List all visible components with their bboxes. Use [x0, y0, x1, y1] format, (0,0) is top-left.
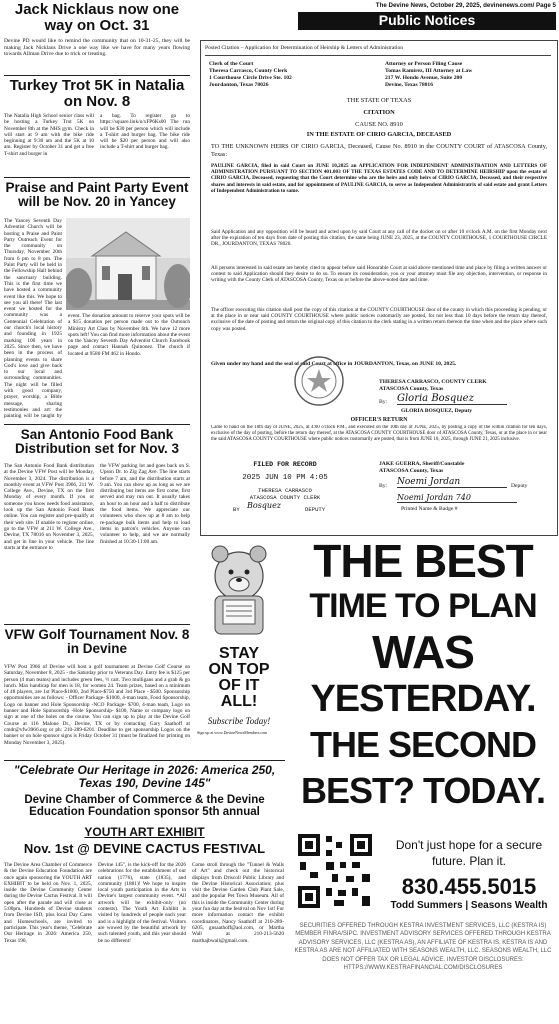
ad-line-5: THE SECOND — [309, 724, 537, 765]
stamp-date: 2025 JUN 10 PM 4:05 — [242, 474, 328, 482]
clerk-line-3: 1 Courthouse Circle Drive Ste. 102 — [209, 75, 292, 81]
officer-return-title: OFFICER'S RETURN — [350, 417, 408, 423]
divider — [4, 177, 190, 178]
attorney-line-3: 217 W. Hondo Avenue, Suite 200 — [385, 75, 463, 81]
officer-return-text: Came to hand on the 10th day of JUNE, 2025, at 4:00 o'clock P.M., and executed on the 10th day of JUNE, 2025, by posting a copy of the within citation for ten days, exclusive of the day of posting, before the return day thereof, at the ATASCOSA COUNTY COURTHOUSE door of ATASCOSA County, Texas, or at the place in or near the said ATASCOSA COUNTY COURTHOUSE where public notices customarily are posted, that is from JUNE 10, 2025, through JUNE 21, 2025 inclusive. — [211, 425, 547, 442]
attorney-line-1: Attorney or Person Filing Cause — [385, 61, 463, 67]
filed-stamp — [225, 461, 345, 529]
subscribe-ad[interactable] — [193, 540, 285, 756]
ad-line-6: BEST? TODAY. — [300, 770, 546, 811]
stamp-by: BY — [233, 506, 240, 513]
church-photo — [66, 218, 190, 310]
paint-party-col2: event. The donation amount to reserve your spots will be a $15 donation per person made out to the Outreach Ministry Art Class by November 6th. We have 12 more spots left! You can find more information about the event on the Yancey Seventh Day Adventist Church Facebook page and contact Hannah Quinonez. The church if located at 9580 FM 462 in Hondo. — [68, 313, 190, 357]
stay-line-2: ON TOP — [208, 661, 270, 678]
ad-line-4: YESTERDAY. — [310, 678, 536, 720]
deputy-signature: Noemi Jordan — [397, 477, 507, 488]
food-bank-col1: The San Antonio Food Bank distribution at the Devine VFW Post will be Monday, November 3, 2024. The distribution is a monthly event at VFW Post 3966, 211 W. College Ave., Devine, TX on the first Monday of every month. If you or someone you know needs food assistance, look up the San Antonio Food Bank online. You can register and pre-qualify at their web site. If unable to register online, go to the VFW at 211 W. College Ave., Devine, TX 78016 on November 3, 2025, and get in line in your vehicle. The line starts at the entrance to — [4, 463, 94, 551]
masthead: The Devine News, October 29, 2025, devinenews.com/ Page 5 — [375, 2, 556, 9]
notice-para-2: Said Application and any opposition will be heard and acted upon by said Court at any call of the docket on or after 10 o'clock A.M. on the first Monday next after the expiration of ten days from date of posting this citation, the same being JUNE 23, 2025, at the COUNTY COURTHOUSE, 1 COURTHOUSE CIRCLE DR., JOURDANTON, TEXAS 78026. — [211, 229, 547, 248]
by-label: By: — [379, 399, 388, 405]
stay-line-4: ALL! — [220, 693, 258, 710]
deputy-label: Deputy — [511, 483, 528, 489]
attorney-line-2: Tomas Ramirez, III Attorney at Law — [385, 68, 473, 74]
divider — [4, 424, 190, 425]
clerk-block — [209, 61, 369, 89]
heritage-date: Nov. 1st @ DEVINE CACTUS FESTIVAL — [23, 841, 266, 856]
golf-headline: VFW Golf Tournament Nov. 8 in Devine — [4, 627, 190, 657]
turkey-trot-col1: The Natalia High School senior class will be hosting a Turkey Trot 5K on November 8th at the NHS gym. Check in will start at 9 am with the bike ride beginning at 9:30 am and the 5K at 10 am. Register by October 31 and get a free T-shirt and burger in — [4, 113, 94, 157]
heritage-col3: Come stroll through the "Tunnel & Walls of Art" and check out the historical displays from Driscoll Public Library and the Devine Historical Association; plus visit the Devine Garden Club Plant Sale, and the popular Pet Town Museum. All of this is inside the Community Center during your fun day at the festival on Nov 1st! For more information contact the exhibit coordinators, Nancy Saathoff at 210-289-6205, gnsaathoff@aol.com, or Martha Wall at 210-213-5620 marthajbwall@gmail.com. — [192, 862, 284, 944]
heritage-quote: "Celebrate Our Heritage in 2026: America 250, Texas 190, Devine 145" — [13, 763, 276, 790]
divider — [4, 624, 190, 625]
nicklaus-headline: Jack Nicklaus now one way on Oct. 31 — [14, 1, 180, 34]
attorney-block — [385, 61, 551, 89]
subscribe-text[interactable]: Subscribe Today! — [207, 716, 271, 726]
ad-line-1: THE BEST — [313, 538, 533, 587]
court-seal — [293, 355, 345, 407]
sheriff-by: By: — [379, 483, 388, 489]
estate-title: IN THE ESTATE OF CIRIO GARCIA, DECEASED — [306, 131, 452, 138]
clerk-deputy: GLORIA BOSQUEZ, Deputy — [401, 408, 473, 414]
public-notices-header: Public Notices — [378, 12, 476, 28]
signup-text[interactable]: Sign up at www.DevineNewsMembers.com — [197, 730, 268, 735]
divider — [4, 760, 285, 761]
ad-line-3: WAS — [372, 626, 474, 678]
notice-para-4: The officer executing this citation shall post the copy of this citation at the COUNTY COURTHOUSE door of the county in which this proceeding is pending, or at the place in or near said COUNTY COURTHOUSE where public notices customarily are posted, for not less than 10 days before the return day thereof, exclusive of the date of posting and return the original copy of this citation to the clerk stating in a written return thereon the time when and the place where such copy was posted. — [211, 307, 547, 332]
ad-line-2: TIME TO PLAN — [309, 587, 537, 625]
clerk-line-4: Jourdanton, Texas 78026 — [209, 82, 269, 88]
printed-name-label: Printed Name & Badge # — [401, 506, 458, 512]
food-bank-col2: the VFW parking lot and goes back on S. Upson Dr. to Zig Zag Ave. The line starts before 7 am, and the distribution starts at 9 am. You can show up as long as we are distributing but items are first come, first served and may run out. It usually takes an hour to an hour and a half to distribute the food items. We appreciate our volunteers who show up at 8 am to help re-package bulk items and help to load items in patron's vehicles. Anyone can volunteer to help, and we are normally finished at 10:30-11:00 am. — [100, 463, 190, 545]
ad-tagline-2: future. Plan it. — [431, 854, 507, 868]
heritage-youth-art: YOUTH ART EXHIBIT — [84, 825, 205, 839]
clerk-line-2: Theresa Carrasco, County Clerk — [209, 68, 288, 74]
qr-code-icon[interactable] — [296, 832, 374, 910]
heritage-sponsor: Devine Chamber of Commerce & the Devine Education Foundation sponsor 5th annual — [24, 794, 265, 819]
heirs-line: TO THE UNKNOWN HEIRS OF CIRIO GARCIA, Deceased, Cause No. 8910 in the COUNTY COURT of ATASCOSA County, Texas: — [211, 143, 547, 158]
paint-party-col1: The Yancey Seventh Day Adventist Church will be hosting a Praise and Paint Party Outreach Event for the community on Thursday, November 20th from 6 pm to 8 pm. The Paint Party will be held in the Fellowship Hall behind the sanctuary building. This is the first time we have hosted a community event like this. We hope to see you all there! The last event we hosted for the community was a Centennial Celebration of our church's local history and founding in 1925 marking 100 years in 2025. Since then, we have been in the process of planning events to share God's love and give back to our local and surrounding communities. The night will be filled with good company, prayer, worship, a Bible message, sharing testimonies and art: the painting will be taught by — [4, 218, 62, 418]
clerk-sig-line-2: ATASCOSA County, Texas — [379, 386, 444, 392]
filed-for-record: FILED FOR RECORD — [253, 461, 317, 468]
ad-phone[interactable]: 830.455.5015 — [401, 874, 537, 899]
divider — [4, 75, 190, 76]
badge-signature: Noemi Jordan 740 — [397, 493, 517, 503]
paint-party-headline: Praise and Paint Party Event will be Nov. 20 in Yancey — [5, 180, 189, 210]
stamp-name: THERESA CARRASCO — [258, 487, 312, 494]
clerk-sig-line-1: THERESA CARRASCO, COUNTY CLERK — [379, 379, 487, 385]
stamp-office: ATASCOSA COUNTY CLERK — [249, 494, 321, 501]
heritage-col1: The Devine Area Chamber of Commerce & the Devine Education Foundation are once again sponsoring the YOUTH ART EXHIBIT to be held on Nov. 1, 2025, inside the Devine Community Center during the Devine Cactus Festival. It will open after the parade and will close at 5:00pm. Hundreds of Devine students from Devine ISD, plus local Day Cares and Homeschools, are invited to participate. This year's theme, "Celebrate Our Heritage in 2026: America 250, Texas 190, — [4, 862, 92, 944]
citation-title: CITATION — [363, 109, 395, 116]
church-image — [66, 218, 190, 310]
stay-line-3: OF IT — [218, 677, 260, 694]
sheriff-block — [379, 461, 551, 475]
state-of-texas: THE STATE OF TEXAS — [346, 97, 412, 104]
stamp-deputy: DEPUTY — [305, 506, 326, 513]
stamp-signature: Bosquez — [247, 501, 282, 510]
notice-para-3: All persons interested in said estate are hereby cited to appear before said Honorable Court at said above mentioned time and place by filing a written answer or contest to said Application should they desire to do so. To ensure its consideration, you or your attorney must file any objection, intervention, or response in writing with the County Clerk of ATASCOSA County, Texas on or before the above-noted date and time. — [211, 265, 547, 284]
heritage-col2: Devine 145", is the kick-off for the 2026 celebrations for the establishment of our nation (1776), state (1835), and community (1881)! We hope to inspire local youth participation in the Arts in Devine's largest community event. *All artwork will be exhibit-only (no contests). The Youth Art Exhibit is visited by hundreds of people each year and is a highlight of the festival. Visitors are wowed by the beautiful artwork by such talented youth, and this year should be no different! — [98, 862, 186, 944]
turkey-trot-col2: a bag. To register go to https://square.link/u/xFP6Ks00 The run will be $30 per person which will include a T-shirt and burger bag. The bike ride will be $20 per person and will also include a T-shirt and burger bag. — [100, 113, 190, 151]
ad-disclaimer: SECURITIES OFFERED THROUGH KESTRA INVESTMENT SERVICES, LLC (KESTRA IS) MEMBER FINRA/SIPC. INVESTMENT ADVISORY SERVICES OFFERED THROUGH KESTRA ADVISORY SERVICES, LLC (KESTRA AS), AN AFFILIATE OF KESTRA IS. KESTRA IS AND KESTRA AS ARE NOT AFFILIATED WITH SEASONS WEALTH, LLC. SEASONS WEALTH, LLC DOES NOT OFFER TAX OR LEGAL ADVICE. INVESTOR DISCLOSURES: HTTPS://WWW.KESTRAFINANCIAL.COM/DISCLOSURES — [294, 923, 552, 972]
nicklaus-body: Devine PD would like to remind the community that on 10-31-25, they will be making Jack Nicklaus Drive a one way like we have for many years flowing towards Allman Drive due to trick or treating. — [4, 38, 190, 58]
notice-para-1: PAULINE GARCIA, filed in said Court on JUNE 10,2025 an APPLICATION FOR INDEPENDENT ADMINISTRATION AND LETTERS OF ADMINISTRATION PURSUANT TO SECTION 401.003 OF THE TEXAS ESTATES CODE AND TO DETERMINE HEIRSHIP upon the estate of CIRIO GARCIA, Deceased, requesting that the Court determine who are the heirs and only heirs of CIRIO GARCIA, Deceased, and their respective shares and interests in said estate, and for appointment of PAULINE GARCIA, to serve as Independent Administratrix of said estate and grant Letters of Independent Administration to same. — [211, 163, 547, 194]
legal-notice — [200, 40, 558, 536]
golf-body: VFW Post 3966 of Devine will host a golf tournament at Devine Golf Course on Saturday, November 8, 2025 - the Saturday prior to Veterans Day. Entry fee is $125 per person (4 man teams) and includes green fees, ½ cart. Two mulligans and a grab & go lunch. Max handicap for men is 18, for women 24. Team prizes, based on a minimum of 48 players, are 1st Place-$1000, 2nd Place-$750 and 3rd Place - $500. Sponsorship opportunities are as follows: - Officer Package- $1000, 4-man team, Food Sponsorship, Logo on banner and Hole Sponsorship -NCO Package- $700, 4-man team, Logo on banner and Hole Sponsorship -Hole Sponsorship- $100, Name or company logo on sign at one of the holes on the course. You can sign up to play at the Devine Golf Course at 116 Malone Dr., Devine, TX or by contacting Gary Saathoff at cmdr@vfw3966.org or ph: 210-289-6201. Deadline to get sponsorship Logos on the banner or on hole sponsor signs is Friday October 31 (must be finalized for printing on Monday November 3, 2025). — [4, 664, 190, 746]
given-line: Given under my hand and the seal of said Court at office in JOURDANTON, Texas, on JUNE 10, 2025. — [211, 361, 457, 367]
clerk-signature: Gloria Bosquez — [397, 393, 507, 405]
turkey-trot-headline: Turkey Trot 5K in Natalia on Nov. 8 — [9, 77, 185, 110]
ad-tagline-1: Don't just hope for a secure — [395, 838, 543, 852]
food-bank-headline: San Antonio Food Bank Distribution set for Nov. 3 — [14, 427, 179, 457]
mascot-icon — [193, 540, 285, 640]
notice-caption: Posted Citation – Application for Determination of Heirship & Letters of Administration — [205, 45, 404, 51]
seasons-wealth-ad[interactable] — [290, 538, 556, 1018]
sheriff-line-1: JAKE GUERRA, Sheriff/Constable — [379, 461, 465, 467]
clerk-line-1: Clerk of the Court — [209, 61, 254, 67]
sheriff-line-2: ATASCOSA County, Texas — [379, 468, 444, 474]
clerk-signature-block — [379, 379, 551, 393]
stay-line-1: STAY — [218, 645, 259, 662]
ad-brand: Todd Summers | Seasons Wealth — [390, 900, 548, 911]
cause-number: CAUSE NO. 8910 — [355, 121, 403, 128]
attorney-line-4: Devine, Texas 78016 — [385, 82, 434, 88]
